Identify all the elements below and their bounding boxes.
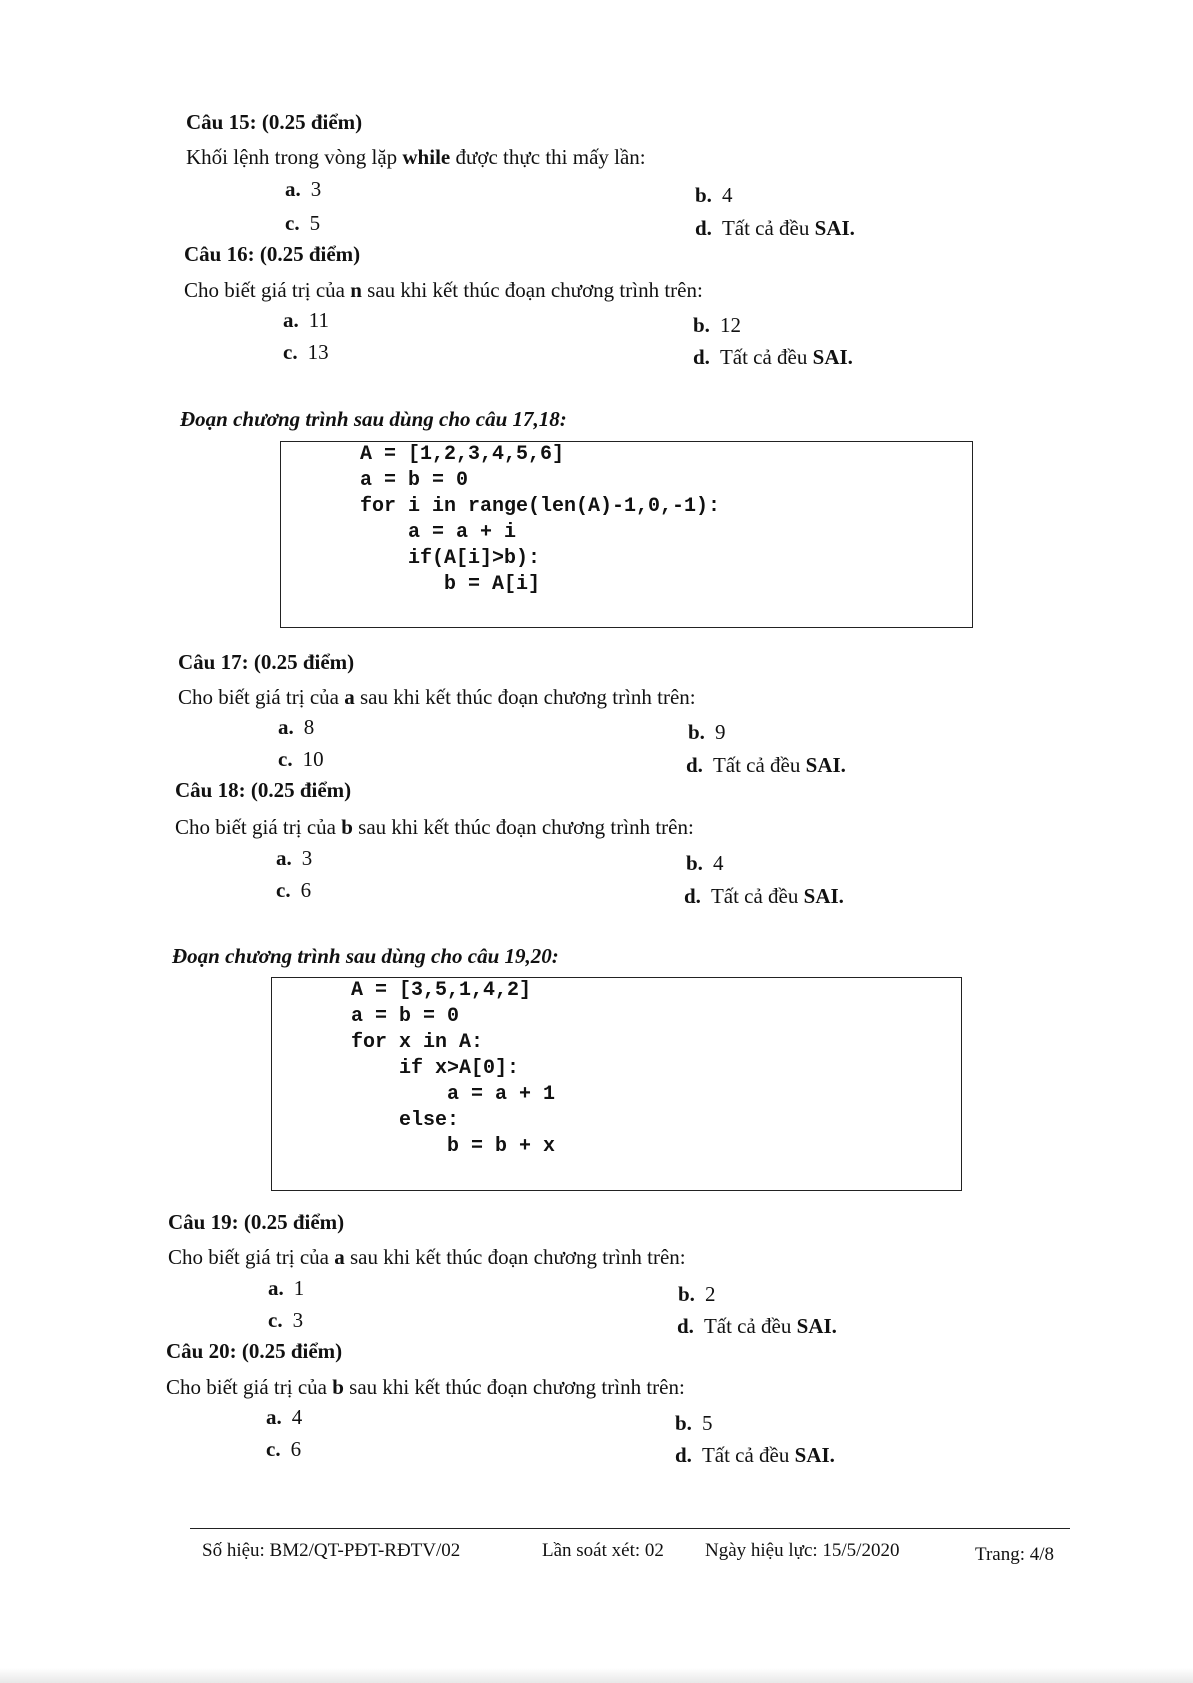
scan-edge-shadow — [0, 1668, 1193, 1683]
option-value: Tất cả đều — [721, 216, 815, 240]
code-line: b = A[i] — [360, 573, 541, 596]
option-value-bold: SAI. — [812, 345, 853, 369]
question-19-option-a — [268, 1276, 304, 1301]
option-value: 4 — [291, 1405, 303, 1429]
question-16-text-bold: n — [350, 278, 362, 302]
option-key: c. — [278, 747, 293, 771]
code-line: for x in A: — [351, 1031, 484, 1054]
option-key: d. — [684, 884, 701, 908]
option-value-bold: SAI. — [814, 216, 855, 240]
option-key: a. — [268, 1276, 284, 1300]
question-15-text-bold: while — [402, 145, 451, 169]
option-value: 13 — [307, 340, 329, 364]
footer-effective-date: Ngày hiệu lực: 15/5/2020 — [705, 1540, 900, 1561]
question-19-option-b — [678, 1282, 715, 1307]
footer-divider — [190, 1528, 1070, 1529]
question-18-text-bold: b — [341, 815, 353, 839]
option-value: 6 — [290, 1437, 302, 1461]
question-20-option-b — [675, 1411, 712, 1436]
question-19-text-before: Cho biết giá trị của — [168, 1245, 335, 1269]
question-15-text — [186, 145, 646, 170]
option-key: c. — [285, 211, 300, 235]
option-key: b. — [695, 183, 712, 207]
option-value: 12 — [719, 313, 741, 337]
option-key: a. — [278, 715, 294, 739]
option-key: a. — [283, 308, 299, 332]
option-key: b. — [678, 1282, 695, 1306]
question-18-option-b — [686, 851, 723, 876]
option-value: Tất cả đều — [710, 884, 804, 908]
option-value: 9 — [714, 720, 726, 744]
question-15-option-c — [285, 211, 320, 236]
option-key: c. — [266, 1437, 281, 1461]
option-value: 5 — [309, 211, 321, 235]
code-line: a = a + 1 — [351, 1083, 556, 1106]
code-line: if(A[i]>b): — [360, 547, 541, 570]
option-key: b. — [686, 851, 703, 875]
question-20-option-d — [675, 1443, 835, 1468]
question-18-option-d — [684, 884, 844, 909]
question-19-option-d — [677, 1314, 837, 1339]
question-17-text-bold: a — [344, 685, 355, 709]
option-key: b. — [688, 720, 705, 744]
question-20-option-a — [266, 1405, 302, 1430]
question-18-text-before: Cho biết giá trị của — [175, 815, 342, 839]
option-value: 6 — [300, 878, 312, 902]
question-20-text-bold: b — [332, 1375, 344, 1399]
option-key: d. — [675, 1443, 692, 1467]
code-line: A = [1,2,3,4,5,6] — [360, 443, 565, 466]
code-line: a = b = 0 — [360, 469, 469, 492]
option-value: 8 — [303, 715, 315, 739]
question-19-text-bold: a — [334, 1245, 345, 1269]
option-value: 11 — [308, 308, 329, 332]
question-17-title: Câu 17: (0.25 điểm) — [178, 650, 355, 674]
section-17-18-title: Đoạn chương trình sau dùng cho câu 17,18: — [180, 407, 567, 431]
question-19-text — [168, 1245, 686, 1270]
option-key: a. — [276, 846, 292, 870]
option-value: Tất cả đều — [701, 1443, 795, 1467]
option-key: c. — [268, 1308, 283, 1332]
question-20-text-before: Cho biết giá trị của — [166, 1375, 333, 1399]
question-20-option-c — [266, 1437, 301, 1462]
question-17-text-before: Cho biết giá trị của — [178, 685, 345, 709]
option-value: 3 — [301, 846, 313, 870]
question-18-option-a — [276, 846, 312, 871]
option-key: d. — [695, 216, 712, 240]
footer-doc-id: Số hiệu: BM2/QT-PĐT-RĐTV/02 — [202, 1540, 461, 1561]
question-18-option-c — [276, 878, 311, 903]
question-16-text-after: sau khi kết thúc đoạn chương trình trên: — [361, 278, 703, 302]
option-key: a. — [266, 1405, 282, 1429]
footer-page-number: Trang: 4/8 — [975, 1544, 1055, 1565]
question-20-title: Câu 20: (0.25 điểm) — [166, 1339, 343, 1363]
question-19-title: Câu 19: (0.25 điểm) — [168, 1210, 345, 1234]
option-key: c. — [276, 878, 291, 902]
option-value-bold: SAI. — [794, 1443, 835, 1467]
option-key: d. — [686, 753, 703, 777]
question-20-text-after: sau khi kết thúc đoạn chương trình trên: — [343, 1375, 685, 1399]
question-17-text-after: sau khi kết thúc đoạn chương trình trên: — [354, 685, 696, 709]
option-value-bold: SAI. — [796, 1314, 837, 1338]
code-line: b = b + x — [351, 1135, 556, 1158]
code-line: a = a + i — [360, 521, 517, 544]
option-value-bold: SAI. — [805, 753, 846, 777]
question-16-option-b — [693, 313, 741, 338]
option-value: 5 — [701, 1411, 713, 1435]
option-value: Tất cả đều — [719, 345, 813, 369]
option-key: c. — [283, 340, 298, 364]
question-17-option-b — [688, 720, 725, 745]
option-key: b. — [675, 1411, 692, 1435]
code-line: else: — [351, 1109, 460, 1132]
option-key: d. — [677, 1314, 694, 1338]
question-15-option-b — [695, 183, 732, 208]
question-16-text-before: Cho biết giá trị của — [184, 278, 351, 302]
option-value: 3 — [310, 177, 322, 201]
question-20-text — [166, 1375, 685, 1400]
question-16-option-d — [693, 345, 853, 370]
question-16-option-c — [283, 340, 329, 365]
code-line: a = b = 0 — [351, 1005, 460, 1028]
question-17-option-c — [278, 747, 324, 772]
question-18-text-after: sau khi kết thúc đoạn chương trình trên: — [352, 815, 694, 839]
question-16-title: Câu 16: (0.25 điểm) — [184, 242, 361, 266]
code-line: if x>A[0]: — [351, 1057, 520, 1080]
question-18-text — [175, 815, 694, 840]
question-15-option-d — [695, 216, 855, 241]
option-value: 1 — [293, 1276, 305, 1300]
question-17-text — [178, 685, 696, 710]
option-value: Tất cả đều — [712, 753, 806, 777]
option-value: Tất cả đều — [703, 1314, 797, 1338]
question-19-option-c — [268, 1308, 303, 1333]
option-value: 10 — [302, 747, 324, 771]
section-19-20-title: Đoạn chương trình sau dùng cho câu 19,20: — [172, 944, 559, 968]
code-line: for i in range(len(A)-1,0,-1): — [360, 495, 721, 518]
code-line: A = [3,5,1,4,2] — [351, 979, 532, 1002]
question-16-option-a — [283, 308, 329, 333]
question-15-text-before: Khối lệnh trong vòng lặp — [186, 145, 403, 169]
option-value-bold: SAI. — [803, 884, 844, 908]
question-19-text-after: sau khi kết thúc đoạn chương trình trên: — [344, 1245, 686, 1269]
question-16-text — [184, 278, 703, 303]
question-17-option-a — [278, 715, 314, 740]
option-value: 2 — [704, 1282, 716, 1306]
option-value: 4 — [721, 183, 733, 207]
question-15-text-after: được thực thi mấy lần: — [450, 145, 646, 169]
question-18-title: Câu 18: (0.25 điểm) — [175, 778, 352, 802]
footer-revision: Lần soát xét: 02 — [542, 1540, 664, 1561]
option-key: b. — [693, 313, 710, 337]
question-15-option-a — [285, 177, 321, 202]
question-15-title: Câu 15: (0.25 điểm) — [186, 110, 363, 134]
option-value: 4 — [712, 851, 724, 875]
option-key: d. — [693, 345, 710, 369]
option-key: a. — [285, 177, 301, 201]
option-value: 3 — [292, 1308, 304, 1332]
question-17-option-d — [686, 753, 846, 778]
